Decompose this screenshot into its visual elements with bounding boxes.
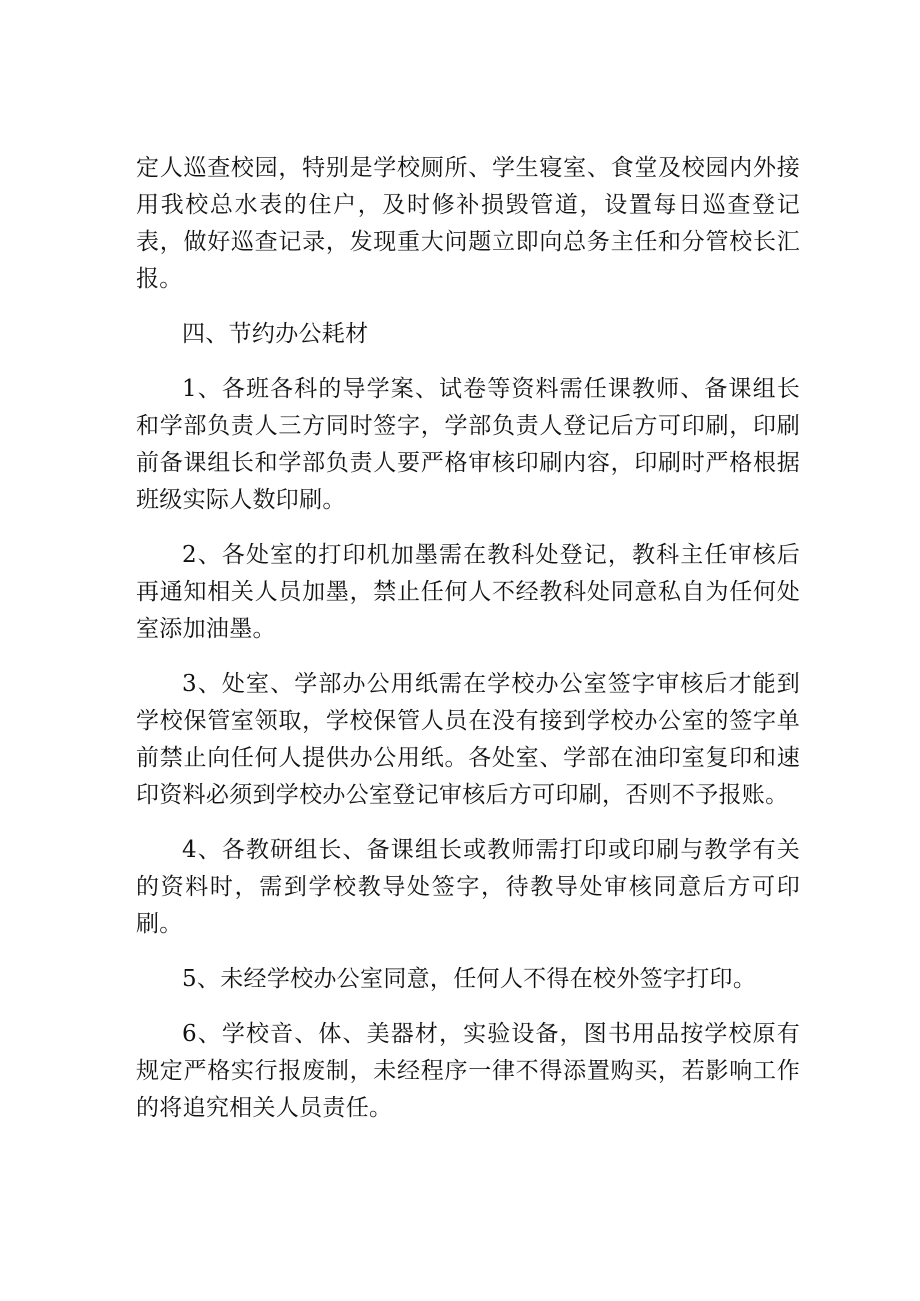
paragraph-item-3: 3、处室、学部办公用纸需在学校办公室签字审核后才能到学校保管室领取，学校保管人员在没有接到学校办公室的签字单前禁止向任何人提供办公用纸。各处室、学部在油印室复印和速印资料必须到学校办公室登记审核后方可印刷，否则不予报账。 bbox=[136, 671, 800, 808]
paragraph-item-4: 4、各教研组长、备课组长或教师需打印或印刷与教学有关的资料时，需到学校教导处签字，待教导处审核同意后方可印刷。 bbox=[136, 837, 800, 937]
paragraph-item-5: 5、未经学校办公室同意，任何人不得在校外签字打印。 bbox=[182, 966, 757, 992]
paragraph-item-1: 1、各班各科的导学案、试卷等资料需任课教师、备课组长和学部负责人三方同时签字，学部负责人登记后方可印刷，印刷前备课组长和学部负责人要严格审核印刷内容，印刷时严格根据班级实际人数印刷。 bbox=[136, 376, 800, 513]
paragraph-continuation: 定人巡查校园，特别是学校厕所、学生寝室、食堂及校园内外接用我校总水表的住户，及时修补损毁管道，设置每日巡查登记表，做好巡查记录，发现重大问题立即向总务主任和分管校长汇报。 bbox=[136, 155, 800, 292]
paragraph-item-6: 6、学校音、体、美器材，实验设备，图书用品按学校原有规定严格实行报废制，未经程序一律不得添置购买，若影响工作的将追究相关人员责任。 bbox=[136, 1021, 800, 1121]
document-body bbox=[136, 150, 800, 1127]
paragraph-item-2: 2、各处室的打印机加墨需在教科处登记，教科主任审核后再通知相关人员加墨，禁止任何人不经教科处同意私自为任何处室添加油墨。 bbox=[136, 542, 800, 642]
section-heading: 四、节约办公耗材 bbox=[182, 321, 369, 347]
